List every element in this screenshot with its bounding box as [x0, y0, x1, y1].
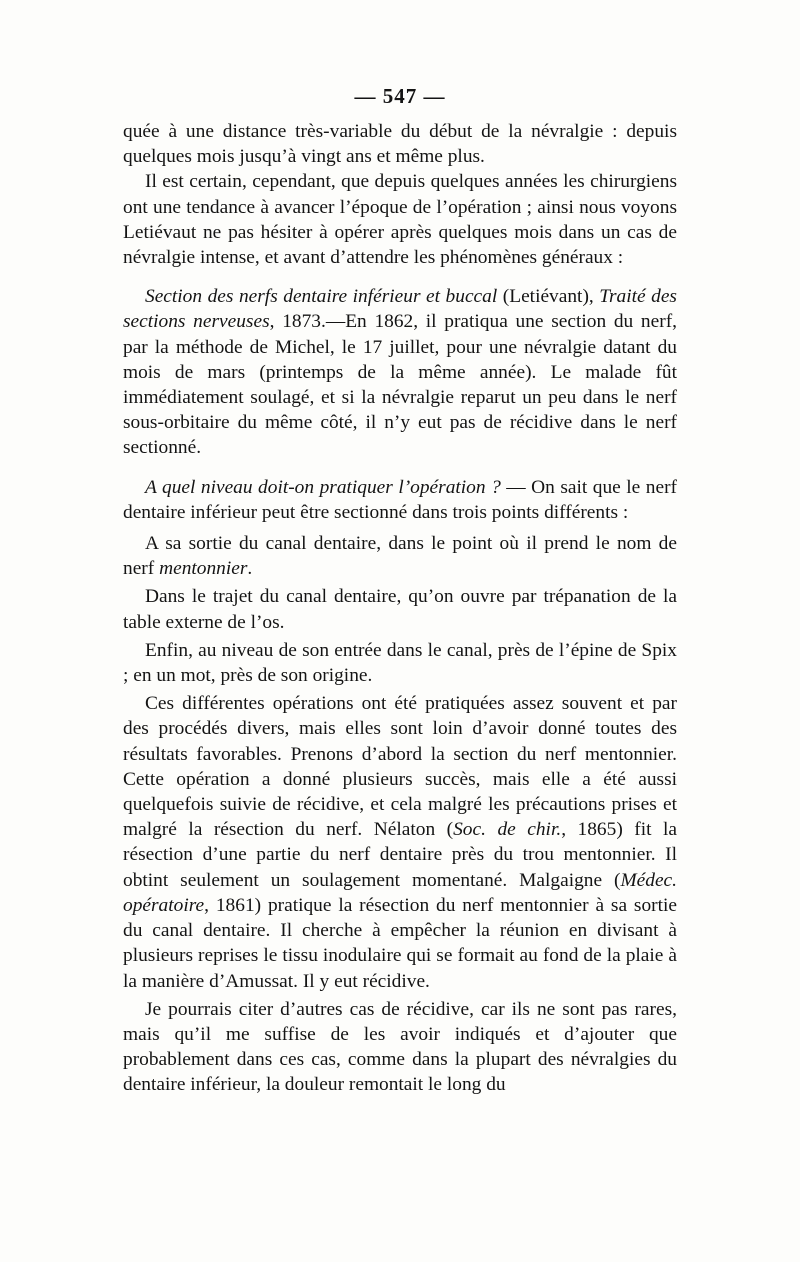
section-question: A quel niveau doit-on pratiquer l’opération ? — [145, 476, 501, 498]
results-text-c: , 1861) pratique la résection du nerf mentonnier à sa sortie du canal dentaire. Il cherche à empêcher la réunion en divisant à plusieurs reprises le tissu inodulaire qui se formait au fond de la plaie à la manière d’Amussat. Il y eut récidive. — [123, 894, 677, 992]
paragraph-operation-level — [123, 475, 677, 525]
body-text — [123, 119, 677, 1098]
page-number: — 547 — — [354, 84, 446, 108]
case-description: , 1873.—En 1862, il pratiqua une section du nerf, par la méthode de Michel, le 17 juillet, pour une névralgie datant du mois de mars (printemps de la même année). Le malade fût immédiatement soulagé, et si la névralgie reparut un peu dans le nerf sous-orbitaire du même côté, il n’y eut pas de récidive dans le nerf sectionné. — [123, 311, 678, 459]
point-one-term: mentonnier — [159, 558, 248, 580]
point-one-end: . — [247, 558, 253, 580]
results-ref-medec: Médec. opératoire — [123, 869, 677, 916]
paragraph-point-three: Enfin, au niveau de son entrée dans le canal, près de l’épine de Spix ; en un mot, près de son origine. — [123, 639, 677, 687]
case-author: (Letiévant), — [497, 286, 600, 308]
case-work-title: Traité des sections nerveuses — [123, 286, 677, 333]
paragraph-recurrence-cases: Je pourrais citer d’autres cas de récidive, car ils ne sont pas rares, mais qu’il me suffise de les avoir indiqués et d’ajouter que probablement dans ces cas, comme dans la plupart des névralgies du dentaire inférieur, la douleur remontait le long du — [123, 998, 677, 1096]
paragraph-point-two: Dans le trajet du canal dentaire, qu’on ouvre par trépanation de la table externe de l’os. — [123, 586, 677, 633]
section-question-answer: — On sait que le nerf dentaire inférieur peut être sectionné dans trois points différents : — [123, 476, 677, 523]
paragraph-letievant-case — [123, 284, 677, 460]
paragraph-continuation: quée à une distance très-variable du début de la névralgie : depuis quelques mois jusqu’à vingt ans et même plus. — [123, 121, 677, 168]
point-one-text: A sa sortie du canal dentaire, dans le point où il prend le nom de nerf — [123, 533, 677, 580]
paragraph-operations-results — [123, 691, 677, 993]
results-text-a: Ces différentes opérations ont été pratiquées assez souvent et par des procédés divers, mais elles sont loin d’avoir donné toutes des résultats favorables. Prenons d’abord la section du nerf mentonnier. Cette opération a donné plusieurs succès, mais elle a été aussi quelquefois suivie de récidive, et cela malgré les précautions prises et malgré la résection du nerf. Nélaton ( — [123, 693, 677, 841]
results-ref-soc: Soc. de chir. — [453, 819, 562, 841]
case-title: Section des nerfs dentaire inférieur et buccal — [145, 286, 498, 308]
results-text-b: , 1865) fit la résection d’une partie du nerf dentaire près du trou mentonnier. Il obtint seulement un soulagement momentané. Malgaigne ( — [123, 819, 677, 891]
paragraph-point-one — [123, 531, 677, 581]
paragraph-surgeons-tendency: Il est certain, cependant, que depuis quelques années les chirurgiens ont une tendance à avancer l’époque de l’opération ; ainsi nous voyons Letiévaut ne pas hésiter à opérer après quelques mois dans un cas de névralgie intense, et avant d’attendre les phénomènes généraux : — [123, 171, 677, 269]
